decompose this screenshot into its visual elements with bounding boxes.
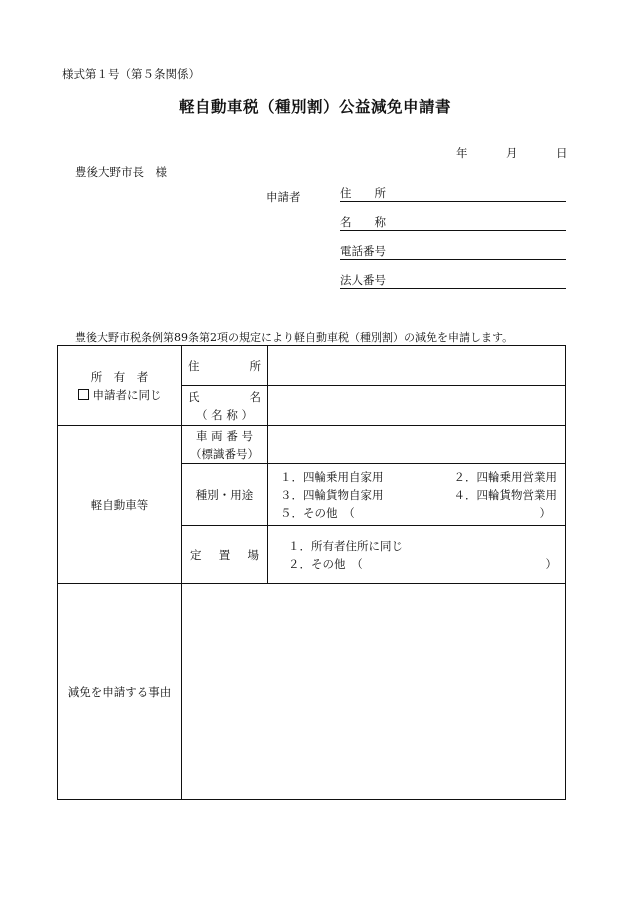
location-options-cell <box>268 526 566 584</box>
owner-name-input[interactable] <box>268 386 566 426</box>
applicant-name-field[interactable] <box>340 214 566 231</box>
owner-section-cell <box>58 346 182 426</box>
owner-address-label-a: 住 <box>188 358 200 373</box>
applicant-label: 申請者 <box>266 190 301 204</box>
reason-label-cell <box>58 584 182 800</box>
applicant-corporate-number-field[interactable] <box>340 272 566 289</box>
addressee: 豊後大野市長 様 <box>75 165 167 179</box>
owner-address-label-cell <box>182 346 268 386</box>
type-label: 種別・用途 <box>195 487 254 502</box>
owner-name-sub-label: （ 名 称 ） <box>196 407 253 422</box>
intro-statement: 豊後大野市税条例第89条第2項の規定により軽自動車税（種別割）の減免を申請します。 <box>75 331 514 344</box>
plate-number-input[interactable] <box>268 426 566 464</box>
same-as-applicant-label: 申請者に同じ <box>92 387 162 402</box>
applicant-corporate-number-label: 法人番号 <box>340 273 386 287</box>
form-number-label: 様式第１号（第５条関係） <box>62 67 200 81</box>
owner-name-label-b: 名 <box>249 389 261 404</box>
date-day-label[interactable]: 日 <box>556 146 568 160</box>
owner-address-label-b: 所 <box>249 358 261 373</box>
plate-label-cell <box>182 426 268 464</box>
location-option-1[interactable]: １．所有者住所に同じ <box>288 538 403 553</box>
type-other-close: ） <box>539 505 551 520</box>
location-label-c: 場 <box>247 547 259 562</box>
plate-sub-label: （標識番号） <box>190 446 259 461</box>
application-table <box>57 345 566 800</box>
date-year-label[interactable]: 年 <box>456 146 468 160</box>
location-label-a: 定 <box>190 547 202 562</box>
form-title: 軽自動車税（種別割）公益減免申請書 <box>178 97 451 116</box>
owner-name-label-a: 氏 <box>188 389 200 404</box>
reason-input[interactable] <box>182 584 566 800</box>
owner-section-label: 所 有 者 <box>90 369 149 384</box>
type-label-cell <box>182 464 268 526</box>
reason-label: 減免を申請する事由 <box>67 684 172 699</box>
type-option-2[interactable]: ２．四輪乗用営業用 <box>453 469 557 484</box>
applicant-phone-field[interactable] <box>340 243 566 260</box>
location-label-cell <box>182 526 268 584</box>
vehicle-section-cell <box>58 426 182 584</box>
type-option-4[interactable]: ４．四輪貨物営業用 <box>453 487 557 502</box>
type-option-3[interactable]: ３．四輪貨物自家用 <box>280 487 384 502</box>
location-other-close: ） <box>545 556 557 571</box>
same-as-applicant-checkbox[interactable] <box>78 389 89 400</box>
date-month-label[interactable]: 月 <box>506 146 518 160</box>
applicant-address-field[interactable] <box>340 185 566 202</box>
location-label-b: 置 <box>218 547 231 562</box>
location-option-2[interactable]: ２．その他 （ <box>288 556 363 571</box>
applicant-address-label: 住 所 <box>340 186 386 200</box>
plate-label: 車 両 番 号 <box>196 428 253 443</box>
type-options-cell <box>268 464 566 526</box>
applicant-phone-label: 電話番号 <box>340 244 386 258</box>
owner-address-input[interactable] <box>268 346 566 386</box>
owner-name-label-cell <box>182 386 268 426</box>
type-option-1[interactable]: １．四輪乗用自家用 <box>280 469 384 484</box>
type-option-5[interactable]: ５．その他 （ <box>280 505 355 520</box>
applicant-name-label: 名 称 <box>340 215 386 229</box>
same-as-applicant-option[interactable] <box>58 386 181 404</box>
vehicle-section-label: 軽自動車等 <box>90 497 149 512</box>
